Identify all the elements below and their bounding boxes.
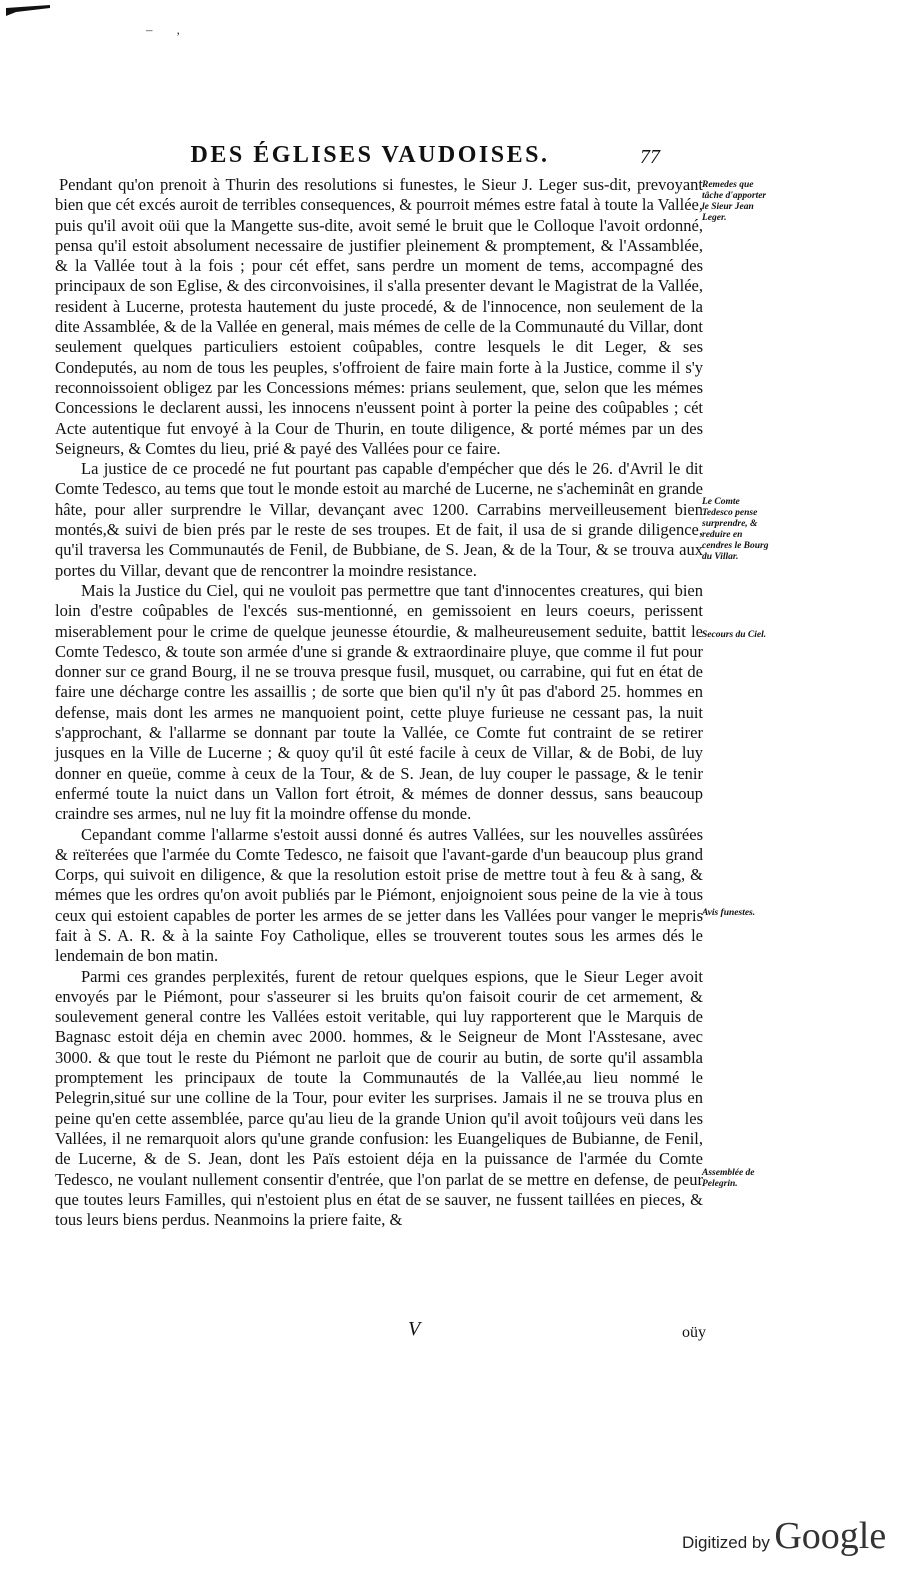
margin-note: Remedes que tâche d'apporter le Sieur Jean Leger. xyxy=(702,180,767,223)
google-logo: Google xyxy=(774,1515,887,1557)
paragraph: Parmi ces grandes perplexités, furent de retour quelques espions, que le Sieur Leger avoit envoyés par le Piémont, pour s'asseurer si les bruits qu'on faisoit courir de cet armement, & soulevement general contre les Vallées estoit veritable, qui luy rapporterent que le Marquis de Bagnasc estoit déja en chemin avec 2000. hommes, & le Seigneur de Mont l'Asstesane, avec 3000. & que tout le reste du Piémont ne parloit que de courir au butin, de sorte qu'il assambla promptement les principaux de toute la Communautés de la Vallée,au lieu nommé le Pelegrin,situé sur une colline de la Tour, pour eviter les surprises. Jamais il ne se trouva plus en peine qu'en cette assemblée, parce qu'au lieu de la grande Union qu'il avoit toûjours veü dans les Vallées, il ne remarquoit alors qu'une grande confusion: les Euangeliques de Bubianne, de Fenil, de Lucerne, & de S. Jean, dont les Païs estoient déja en la puissance de l'armée du Comte Tedesco, ne voulant nullement consentir d'entrée, que l'on parlat de se mettre en defense, de peur que toutes leurs Familles, qui n'estoient plus en état de se sauver, ne fussent taillées en pieces, & tous leurs biens perdus. Neanmoins la priere faite, & xyxy=(55,966,703,1230)
margin-note: Avis funestes. xyxy=(702,908,756,918)
page-title: DES ÉGLISES VAUDOISES. xyxy=(190,142,550,168)
ink-mark-icon xyxy=(6,4,50,18)
page-number: 77 xyxy=(640,146,660,168)
paragraph: Mais la Justice du Ciel, qui ne vouloit pas permettre que tant d'innocentes creatures, qui bien loin d'estre coûpables de l'excés sus-mentionné, en gemissoient en leurs coeurs, perissent miserablement pour le crime de quelque jeunesse étourdie, & malheureusement seduite, battit le Comte Tedesco, & toute son armée d'une si grande & extraordinaire pluye, que comme il fut pour donner sur ce grand Bourg, il ne se trouva presque fusil, musquet, ou carrabine, qui fut en état de faire une décharge contre les assaillis ; de sorte que bien qu'il n'y ût pas d'abord 25. hommes en defense, mais dont les armes ne manquoient point, cette pluye furieuse ne cessant pas, la nuit s'approchant, & l'allarme se donnant par toute la Vallée, ce Comte fut contraint de se retirer jusques en la Ville de Lucerne ; & quoy qu'il ût esté facile à ceux de Villar, & de Bobi, de luy donner en queüe, comme à ceux de la Tour, & de S. Jean, de luy couper le passage, & le tenir enfermé toute la nuict dans un Vallon fort étroit, & mémes de donner dessus, sans beaucoup craindre ses armes, nul ne luy fit la moindre offense du monde. xyxy=(55,580,703,824)
digitized-watermark xyxy=(682,1514,886,1558)
speck-icon: ‚ xyxy=(176,22,181,37)
paragraph: Cepandant comme l'allarme s'estoit aussi donné és autres Vallées, sur les nouvelles assûrées & reïterées que l'armée du Comte Tedesco, ne faisoit que l'avant-garde d'un beaucoup plus grand Corps, qui suivoit en diligence, & que la resolution estoit prise de mettre tout à feu & à sang, & mémes que les ordres qu'on avoit publiés par le Piémont, enjoignoient sous peine de la vie à tous ceux qui estoient capables de porter les armes de se jetter dans les Vallées pour vanger le mepris fait à S. A. R. & à la sainte Foy Catholique, elles se trouverent toutes sous les armes dés le lendemain de bon matin. xyxy=(55,824,703,966)
speck-icon: – xyxy=(146,22,153,37)
margin-note: Secours du Ciel. xyxy=(702,630,767,640)
watermark-prefix: Digitized by xyxy=(682,1533,770,1552)
paragraph: La justice de ce procedé ne fut pourtant pas capable d'empécher que dés le 26. d'Avril le dit Comte Tedesco, au tems que tout le monde estoit au marché de Lucerne, ne s'acheminât en grande hâte, pour aller surprendre le Villar, devançant avec 1200. Carrabins merveilleusement bien montés,& suivi de bien prés par le reste de ses troupes. Et de fait, il usa de si grande diligence, qu'il traversa les Communautés de Fenil, de Bubbiane, de S. Jean, & de la Tour, & se trouva aux portes du Villar, devant que de rencontrer la moindre resistance. xyxy=(55,459,703,580)
margin-note: Le Comte Tedesco pense surprendre, & reduire en cendres le Bourg du Villar. xyxy=(702,497,769,562)
body-text xyxy=(55,175,703,1230)
margin-note: Assemblée de Pelegrin. xyxy=(702,1168,755,1189)
signature-mark: V xyxy=(408,1318,421,1340)
paragraph: Pendant qu'on prenoit à Thurin des resolutions si funestes, le Sieur J. Leger sus-dit, prevoyant bien que cét excés auroit de terribles consequences, & pourroit mémes estre fatal à toute la Vallée, puis qu'il avoit oüi que la Mangette sus-dite, avoit semé le bruit que le Colloque l'avoit ordonné, pensa qu'il estoit absolument necessaire de justifier pleinement & promptement, & l'Assamblée, & la Vallée tout à la fois ; pour cét effet, sans perdre un moment de tems, accompagné des principaux de son Eglise, & des circonvoisines, il s'alla presenter devant le Magistrat de la Vallée, resident à Lucerne, protesta hautement du juste procedé, & de l'innocence, non seulement de la dite Assamblée, & de la Vallée en general, mais mémes de celle de la Communauté du Villar, dont seulement quelques particuliers estoient coûpables, contre lesquels le dit Leger, & ses Condeputés, au nom de tous les peuples, s'offroient de faire main forte à la Justice, comme il s'y reconnoissoient obligez par les Concessions mémes: prians seulement, que, selon que les mémes Concessions le declarent aussi, les innocens n'eussent point à porter la peine des coûpables ; cét Acte autentique fut envoyé à la Cour de Thurin, en toute diligence, & porté mémes par un des Seigneurs, & Comtes du lieu, prié & payé des Vallées pour ce faire. xyxy=(55,175,703,458)
catchword: oüy xyxy=(682,1324,706,1341)
running-header xyxy=(0,140,916,174)
